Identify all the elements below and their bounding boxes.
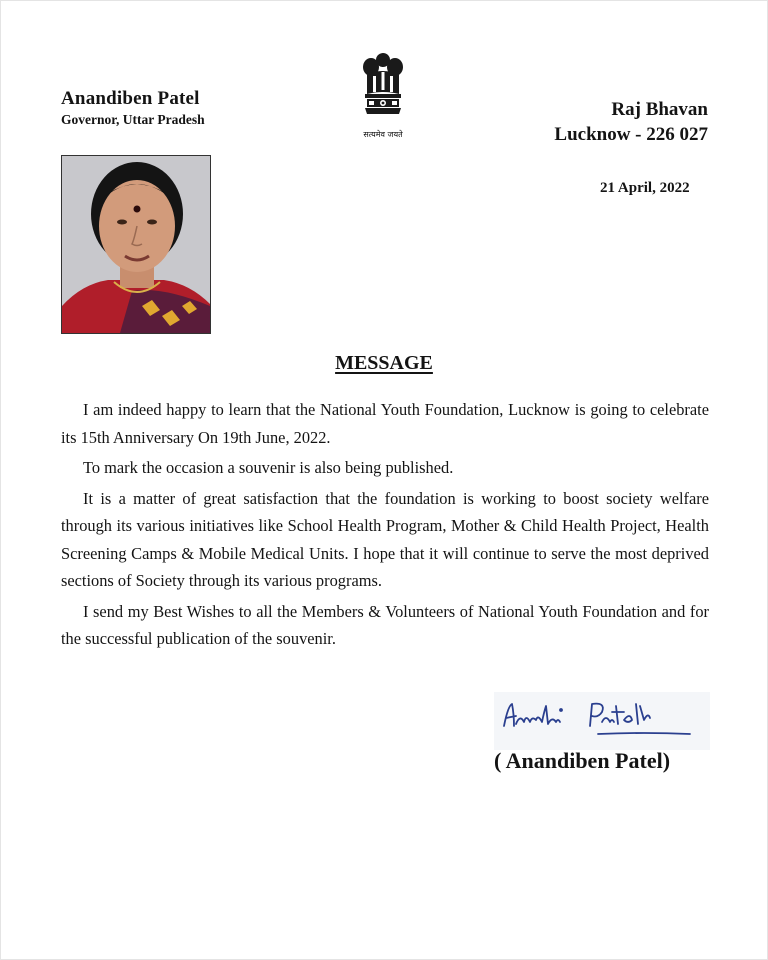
address-block (554, 99, 708, 146)
message-paragraph-2: To mark the occasion a souvenir is also being published. (83, 458, 454, 477)
message-heading: MESSAGE (335, 352, 433, 374)
sender-name: Anandiben Patel (61, 88, 200, 109)
sender-block (61, 88, 205, 128)
governor-portrait-photo (61, 155, 211, 334)
sender-title: Governor, Uttar Pradesh (61, 112, 205, 127)
message-paragraph-3: It is a matter of great satisfaction that the foundation is working to boost society welfare through its various initiatives like School Health Program, Mother & Child Health Project, Health Screening Camps & Mobile Medical Units. I hope that it will continue to serve the most deprived sections of Society through its various programs. (61, 488, 709, 590)
letter-date: 21 April, 2022 (600, 180, 690, 196)
message-paragraph-1: I am indeed happy to learn that the National Youth Foundation, Lucknow is going to celebrate its 15th Anniversary On 19th June, 2022. (61, 400, 709, 447)
state-emblem-lion-capital-icon (359, 50, 407, 128)
address-line-2: Lucknow - 226 027 (554, 124, 708, 145)
address-line-1: Raj Bhavan (611, 99, 708, 120)
handwritten-signature (494, 692, 710, 750)
state-emblem (352, 50, 414, 140)
signatory-name: ( Anandiben Patel) (494, 748, 671, 773)
message-body (61, 396, 709, 656)
emblem-motto: सत्यमेव जयते (363, 130, 403, 139)
message-paragraph-4: I send my Best Wishes to all the Members & Volunteers of National Youth Foundation and for the successful publication of the souvenir. (61, 601, 709, 648)
